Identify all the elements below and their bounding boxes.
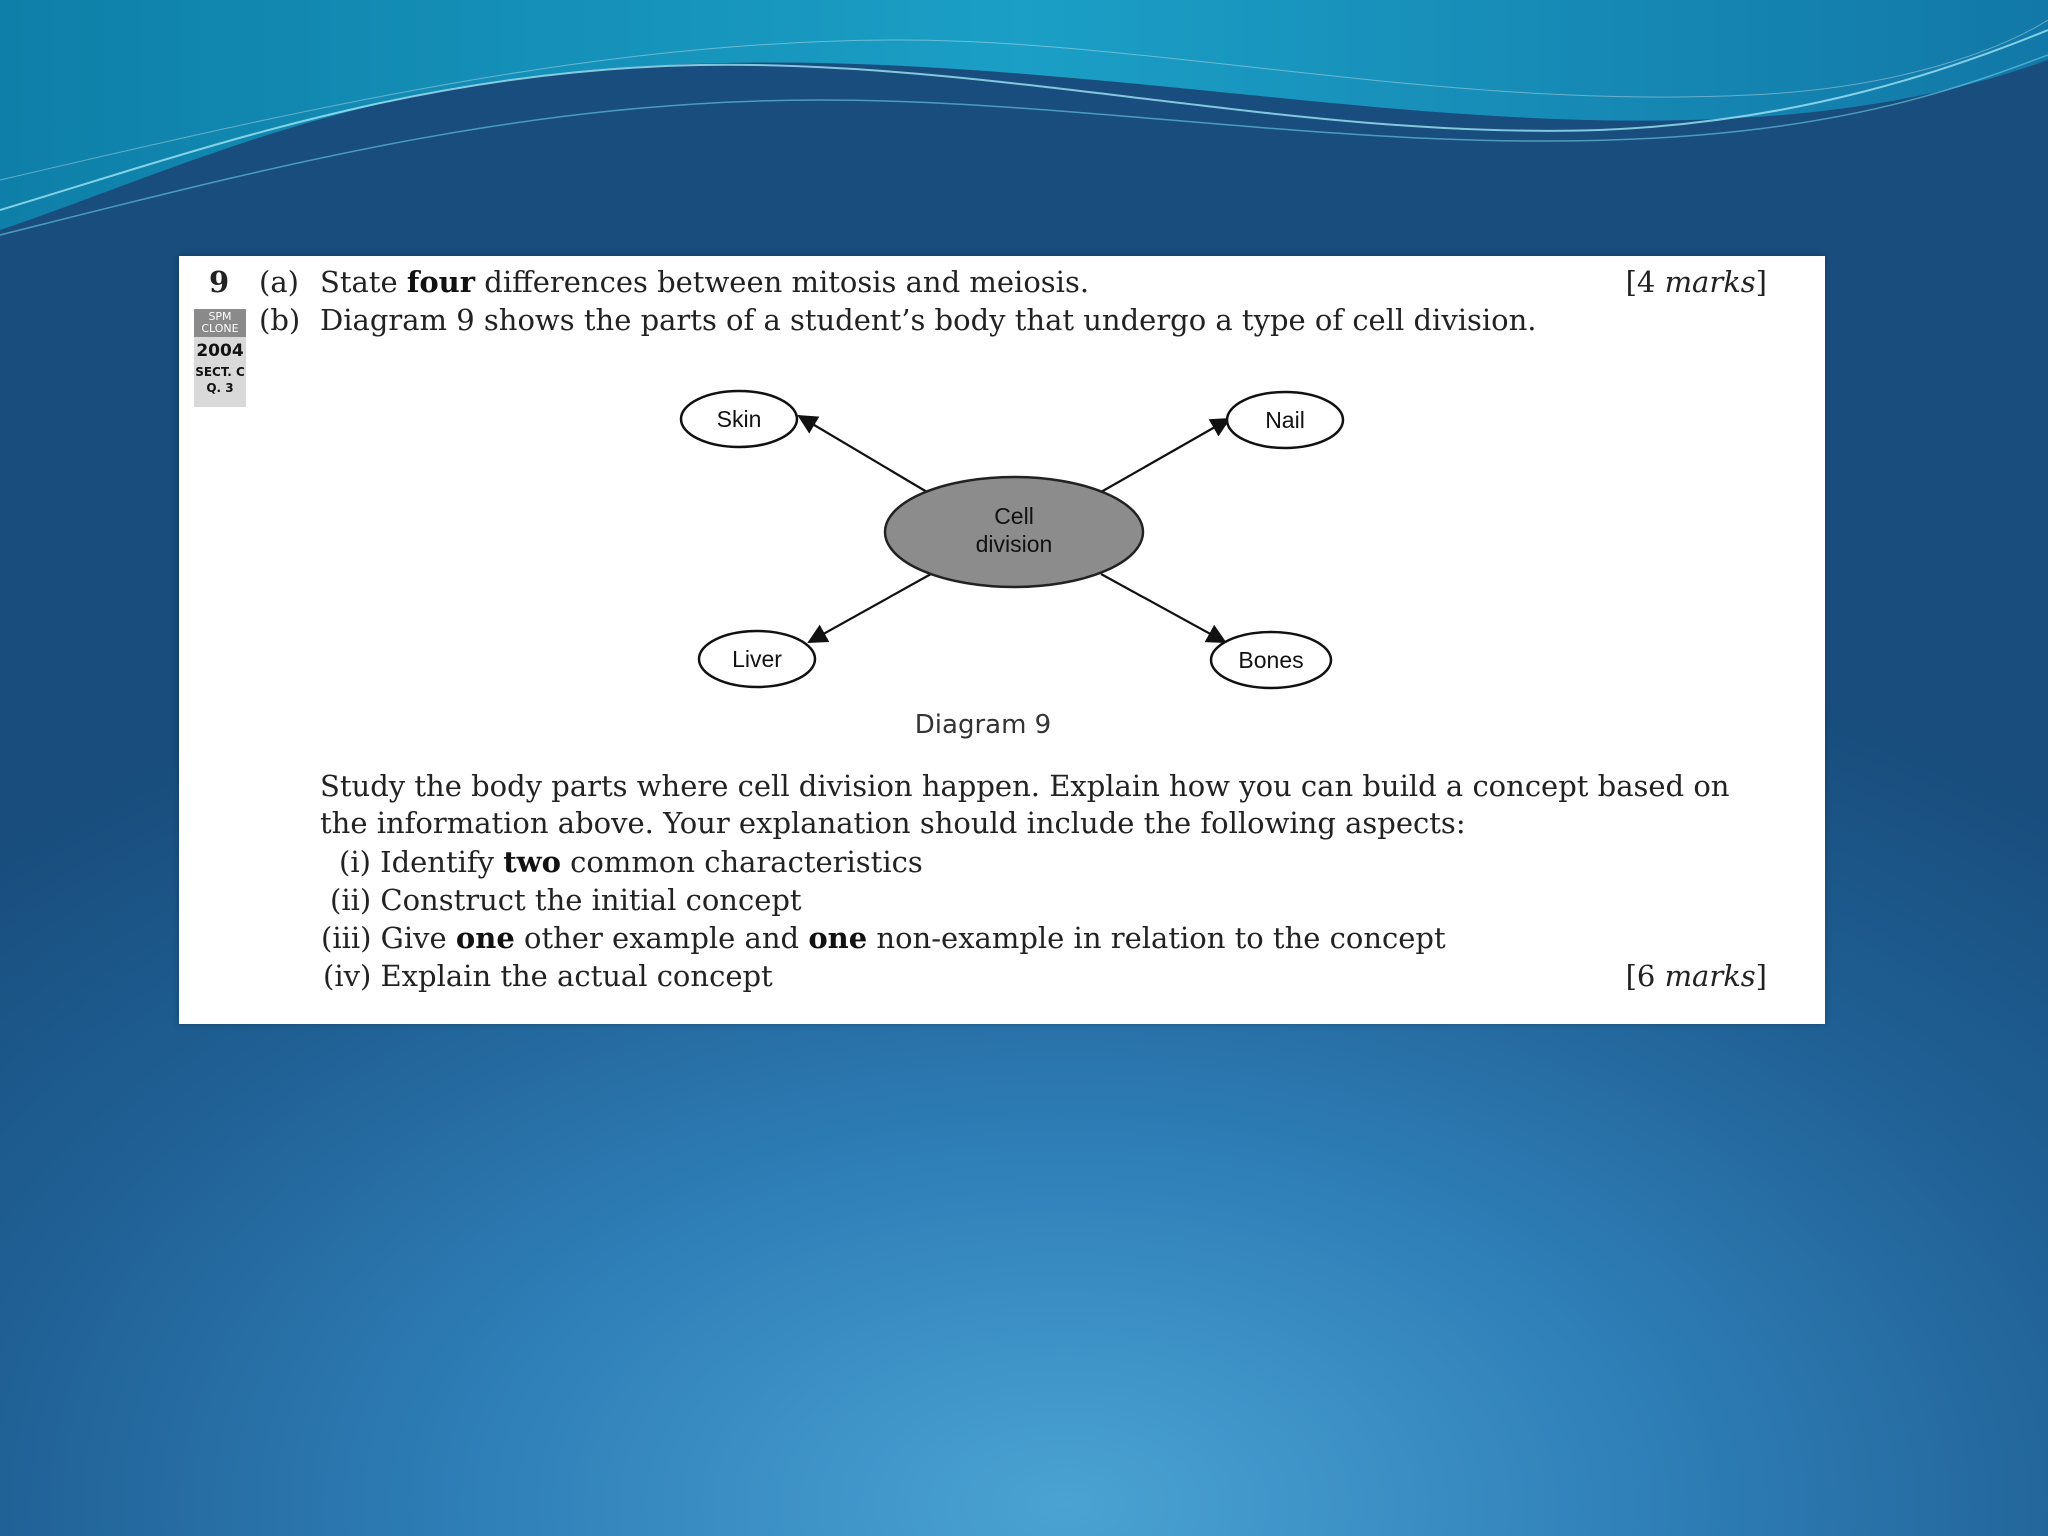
node-center-cell-division [885, 477, 1143, 587]
arrow-to-liver [809, 574, 931, 642]
center-label-line2: division [975, 531, 1053, 557]
spm-clone-badge: SPM CLONE 2004 SECT. C Q. 3 [194, 309, 246, 407]
part-a-label: (a) [259, 265, 299, 299]
arrow-to-bones [1101, 574, 1225, 642]
part-a-marks: [4 marks] [1625, 265, 1767, 299]
center-label-line1: Cell [994, 503, 1034, 529]
part-b-label: (b) [259, 303, 301, 337]
node-liver-label: Liver [732, 646, 782, 672]
node-skin-label: Skin [716, 406, 762, 432]
aspect-iii: (iii) Give one other example and one non-example in relation to the concept [321, 921, 1446, 955]
arrow-to-skin [799, 416, 927, 492]
decorative-wave-header [0, 0, 2048, 260]
node-bones-label: Bones [1238, 647, 1304, 673]
part-a-text: State four differences between mitosis and meiosis. [320, 265, 1090, 299]
instruction-line-1: Study the body parts where cell division happen. Explain how you can build a concept based on [320, 769, 1730, 803]
arrow-to-nail [1101, 419, 1229, 492]
question-card [179, 256, 1825, 1024]
question-number: 9 [209, 265, 230, 299]
node-nail-label: Nail [1265, 407, 1305, 433]
aspect-iv: (iv) Explain the actual concept [323, 959, 773, 993]
part-b-marks: [6 marks] [1625, 959, 1767, 993]
node-liver [699, 631, 815, 687]
part-b-text: Diagram 9 shows the parts of a student’s body that undergo a type of cell division. [320, 303, 1537, 337]
instruction-line-2: the information above. Your explanation should include the following aspects: [320, 806, 1466, 840]
node-nail [1227, 392, 1343, 448]
node-skin [681, 391, 797, 447]
node-bones [1211, 632, 1331, 688]
aspect-i: (i) Identify two common characteristics [339, 845, 923, 879]
diagram-caption: Diagram 9 [914, 710, 1052, 740]
aspect-ii: (ii) Construct the initial concept [330, 883, 802, 917]
